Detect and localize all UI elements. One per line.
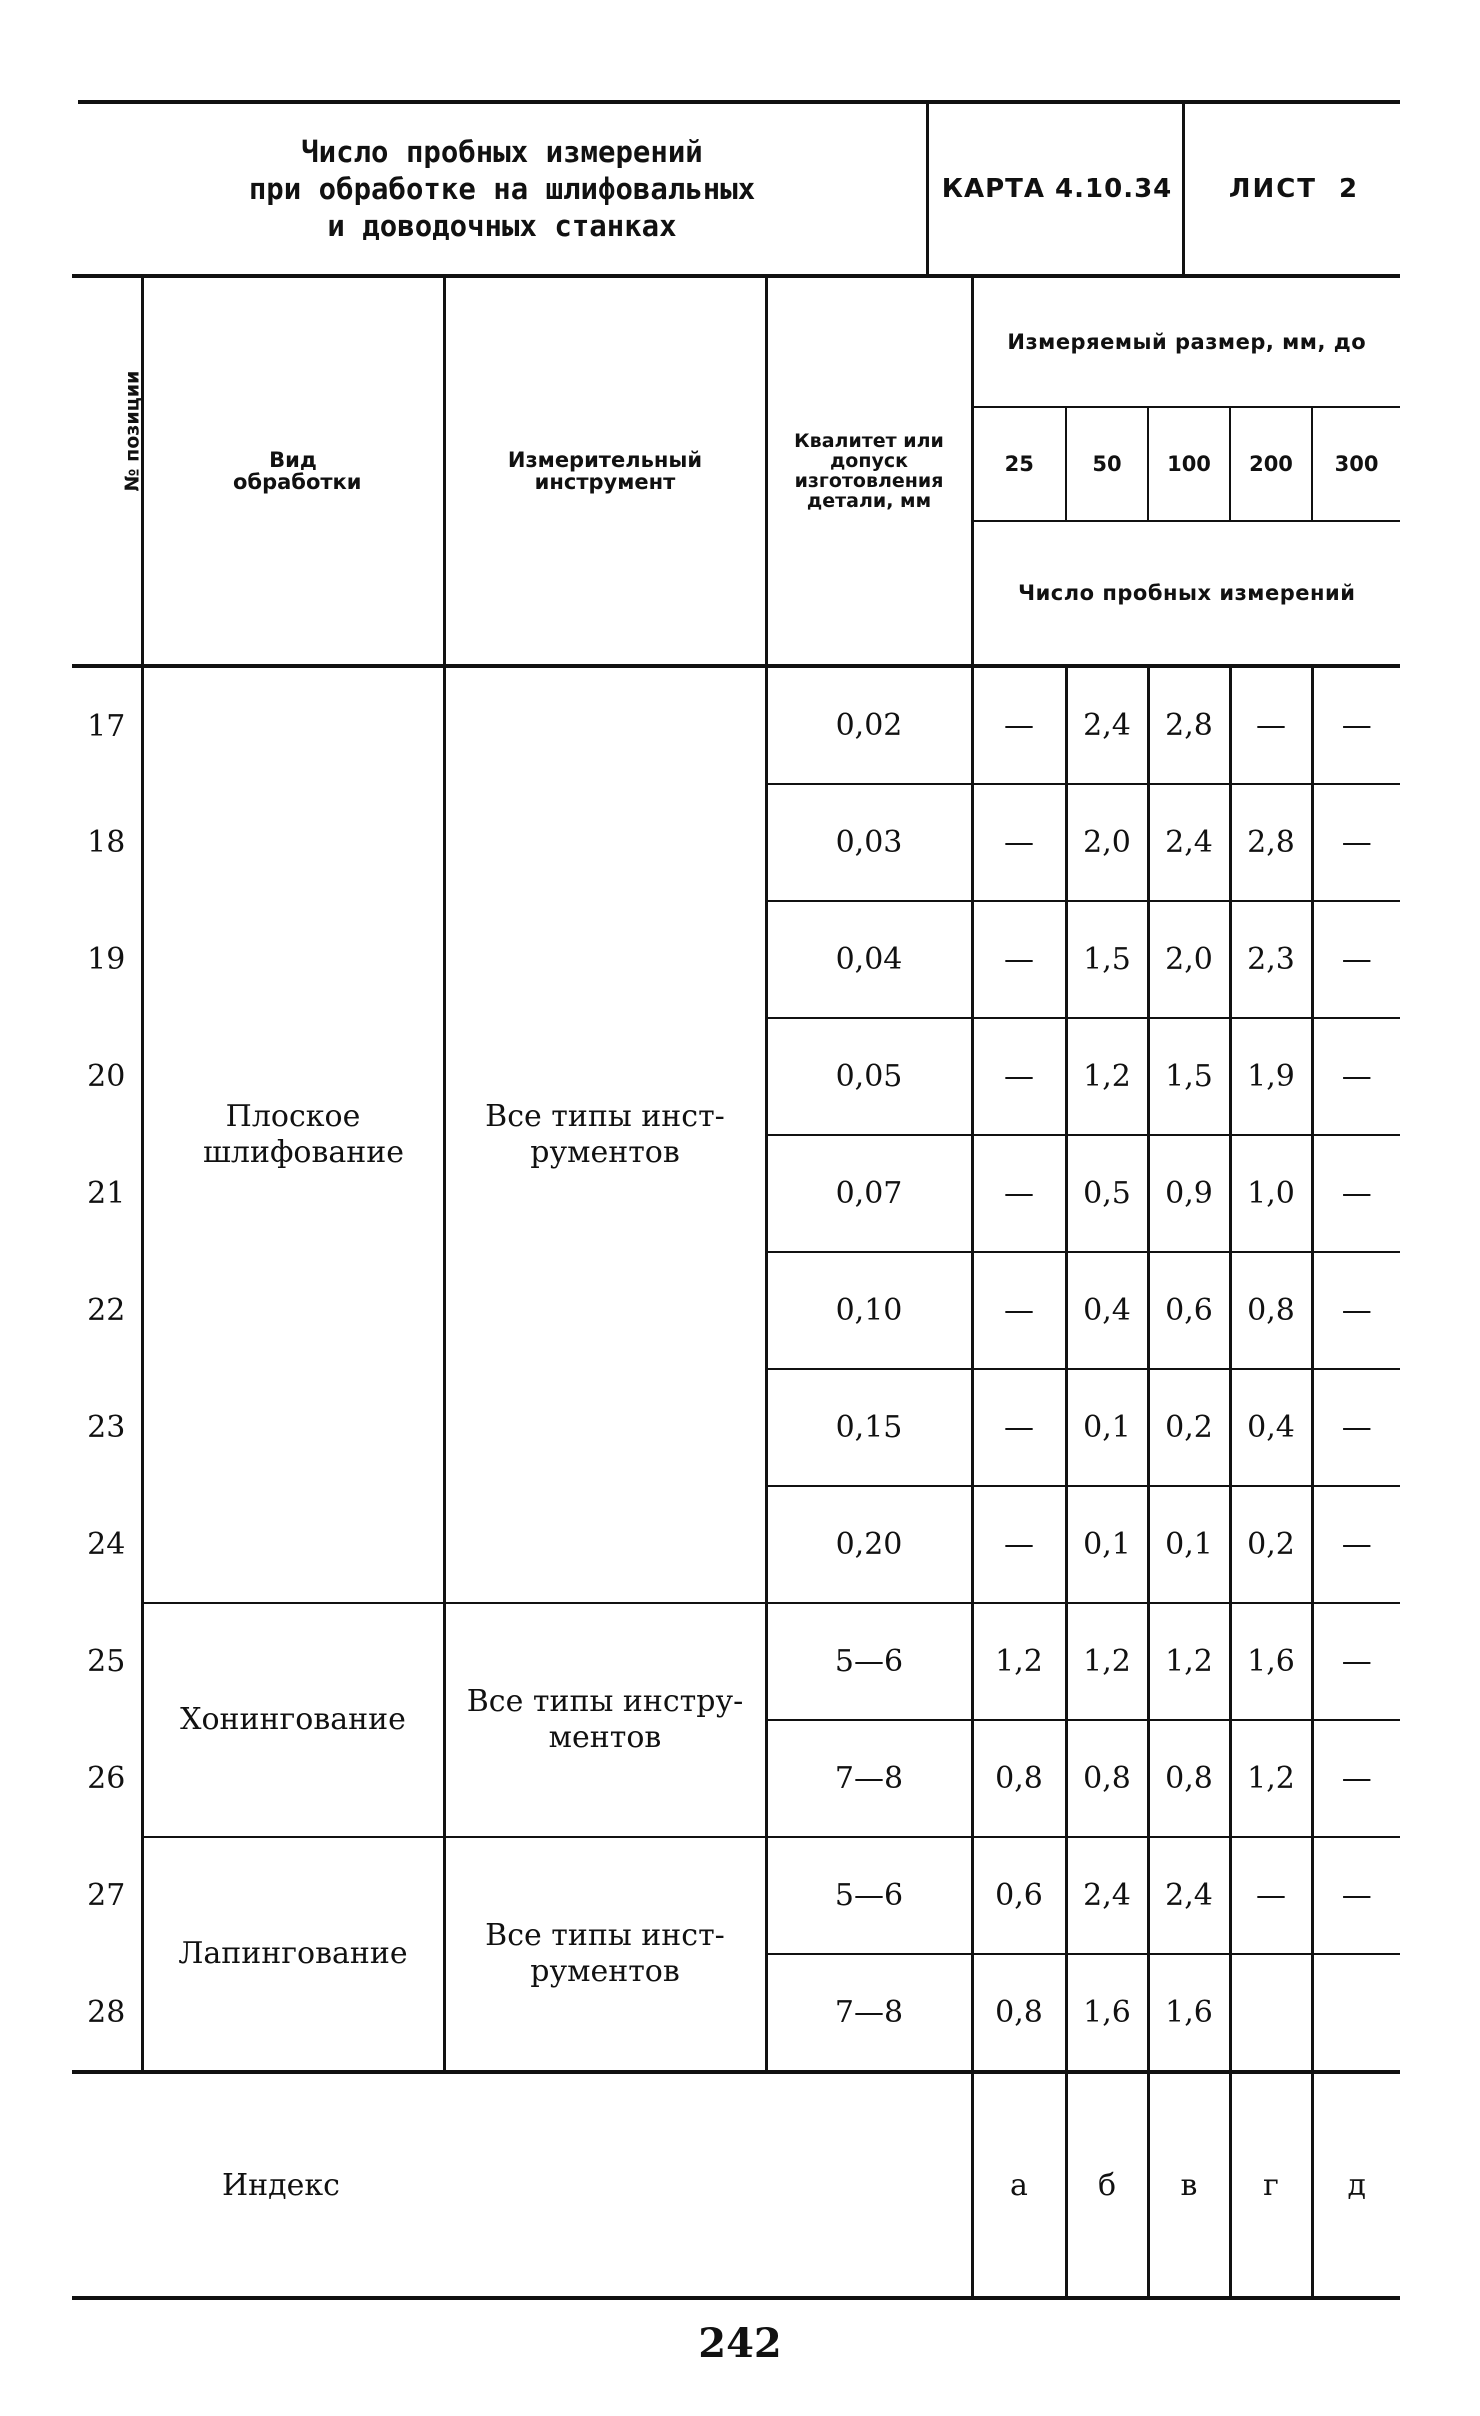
title-line: при обработке на шлифовальных <box>248 171 756 206</box>
operation-cell: Плоское шлифование <box>142 666 444 1603</box>
size-header: 300 <box>1312 407 1400 521</box>
column-group-size: Измеряемый размер, мм, до <box>972 276 1400 407</box>
value-cell <box>1230 1954 1312 2072</box>
value-cell: 0,8 <box>1148 1720 1230 1837</box>
value-cell <box>1312 1954 1400 2072</box>
value-cell: — <box>972 1135 1066 1252</box>
size-header: 50 <box>1066 407 1148 521</box>
value-cell: 0,8 <box>972 1720 1066 1837</box>
index-value: г <box>1230 2072 1312 2298</box>
value-cell: — <box>1312 1486 1400 1603</box>
value-cell: 2,4 <box>1066 666 1148 784</box>
sheet-indicator <box>1182 104 1403 274</box>
value-cell: — <box>1312 666 1400 784</box>
tool-cell: Все типы инстру-ментов <box>444 1603 766 1837</box>
value-cell: 2,4 <box>1148 784 1230 901</box>
tolerance-cell: 0,05 <box>766 1018 972 1135</box>
value-cell: 0,8 <box>1230 1252 1312 1369</box>
position-cell: 21 <box>87 1176 126 1211</box>
value-cell: — <box>1312 1720 1400 1837</box>
value-cell: — <box>1312 1135 1400 1252</box>
value-cell: — <box>1312 1252 1400 1369</box>
column-header-tolerance: Квалитет или допуск изготовления детали, мм <box>766 276 972 666</box>
column-group-count: Число пробных измерений <box>972 521 1400 666</box>
position-cell: 20 <box>87 1059 126 1094</box>
value-cell: — <box>1312 1603 1400 1720</box>
value-cell: 0,1 <box>1066 1486 1148 1603</box>
value-cell: 0,1 <box>1148 1486 1230 1603</box>
table-row <box>72 666 1400 784</box>
value-cell: 0,2 <box>1148 1369 1230 1486</box>
value-cell: 0,8 <box>972 1954 1066 2072</box>
index-value: б <box>1066 2072 1148 2298</box>
value-cell: 1,6 <box>1148 1954 1230 2072</box>
value-cell: 0,6 <box>972 1837 1066 1954</box>
value-cell: 1,2 <box>972 1603 1066 1720</box>
value-cell: 2,4 <box>1066 1837 1148 1954</box>
tolerance-cell: 0,15 <box>766 1369 972 1486</box>
position-cell: 23 <box>87 1410 126 1445</box>
value-cell: — <box>972 901 1066 1018</box>
tolerance-cell: 0,10 <box>766 1252 972 1369</box>
value-cell: 0,2 <box>1230 1486 1312 1603</box>
value-cell: 1,6 <box>1066 1954 1148 2072</box>
table-row <box>72 1837 1400 1954</box>
value-cell: — <box>972 1369 1066 1486</box>
value-cell: 1,2 <box>1066 1603 1148 1720</box>
value-cell: — <box>1312 1369 1400 1486</box>
position-cell: 17 <box>72 666 142 784</box>
value-cell: — <box>1230 666 1312 784</box>
index-value: а <box>972 2072 1066 2298</box>
value-cell: — <box>972 1252 1066 1369</box>
tolerance-cell: 0,02 <box>766 666 972 784</box>
tolerance-cell: 0,04 <box>766 901 972 1018</box>
operation-cell: Хонингование <box>142 1603 444 1837</box>
tool-cell: Все типы инст-рументов <box>444 1837 766 2072</box>
column-header-operation: Вид обработки <box>142 276 444 666</box>
value-cell: 1,9 <box>1230 1018 1312 1135</box>
position-cell: 26 <box>87 1761 126 1796</box>
tolerance-cell: 0,03 <box>766 784 972 901</box>
tolerance-cell: 5—6 <box>766 1603 972 1720</box>
value-cell: 2,8 <box>1230 784 1312 901</box>
title-line: Число пробных измерений <box>301 134 703 169</box>
size-header: 25 <box>972 407 1066 521</box>
index-value: д <box>1312 2072 1400 2298</box>
card-title <box>78 104 926 274</box>
title-line: и доводочных станках <box>327 208 677 243</box>
size-header: 200 <box>1230 407 1312 521</box>
value-cell: 2,8 <box>1148 666 1230 784</box>
value-cell: 2,0 <box>1066 784 1148 901</box>
value-cell: — <box>1312 1018 1400 1135</box>
operation-cell: Лапингование <box>142 1837 444 2072</box>
value-cell: 1,6 <box>1230 1603 1312 1720</box>
position-cell: 18 <box>87 825 126 860</box>
value-cell: — <box>1312 1837 1400 1954</box>
size-header: 100 <box>1148 407 1230 521</box>
value-cell: 1,0 <box>1230 1135 1312 1252</box>
value-cell: 0,6 <box>1148 1252 1230 1369</box>
position-cell: 28 <box>87 1994 126 2030</box>
value-cell: 0,1 <box>1066 1369 1148 1486</box>
card-header <box>78 100 1400 278</box>
value-cell: 0,4 <box>1230 1369 1312 1486</box>
tolerance-cell: 0,07 <box>766 1135 972 1252</box>
value-cell: 1,2 <box>1066 1018 1148 1135</box>
position-cell: 27 <box>87 1878 126 1913</box>
value-cell: — <box>972 784 1066 901</box>
tolerance-cell: 7—8 <box>766 1954 972 2072</box>
value-cell: 0,4 <box>1066 1252 1148 1369</box>
value-cell: 1,2 <box>1230 1720 1312 1837</box>
tolerance-cell: 7—8 <box>766 1720 972 1837</box>
value-cell: 0,5 <box>1066 1135 1148 1252</box>
value-cell: 0,9 <box>1148 1135 1230 1252</box>
tool-cell: Все типы инст-рументов <box>444 666 766 1603</box>
value-cell: 1,2 <box>1148 1603 1230 1720</box>
value-cell: — <box>972 1486 1066 1603</box>
tolerance-cell: 0,20 <box>766 1486 972 1603</box>
value-cell: — <box>1312 901 1400 1018</box>
index-value: в <box>1148 2072 1230 2298</box>
index-label: Индекс <box>72 2072 972 2298</box>
table-row <box>72 1603 1400 1720</box>
position-cell: 19 <box>87 942 126 977</box>
value-cell: — <box>972 666 1066 784</box>
value-cell: 2,4 <box>1148 1837 1230 1954</box>
measurements-table <box>72 274 1400 2300</box>
sheet-label: ЛИСТ <box>1228 174 1318 204</box>
value-cell: 0,8 <box>1066 1720 1148 1837</box>
value-cell: — <box>1230 1837 1312 1954</box>
value-cell: 2,0 <box>1148 901 1230 1018</box>
value-cell: 1,5 <box>1066 901 1148 1018</box>
position-cell: 25 <box>87 1644 126 1679</box>
sheet-number: 2 <box>1339 174 1360 204</box>
value-cell: — <box>1312 784 1400 901</box>
value-cell: 1,5 <box>1148 1018 1230 1135</box>
tolerance-cell: 5—6 <box>766 1837 972 1954</box>
position-cell: 24 <box>87 1527 126 1562</box>
page-number: 242 <box>698 2320 782 2367</box>
column-header-tool: Измерительный инструмент <box>444 276 766 666</box>
card-number: КАРТА 4.10.34 <box>926 104 1185 274</box>
index-row <box>72 2072 1400 2298</box>
position-cell: 22 <box>87 1293 126 1328</box>
column-header-position: № позиции <box>72 276 142 666</box>
value-cell: 2,3 <box>1230 901 1312 1018</box>
value-cell: — <box>972 1018 1066 1135</box>
